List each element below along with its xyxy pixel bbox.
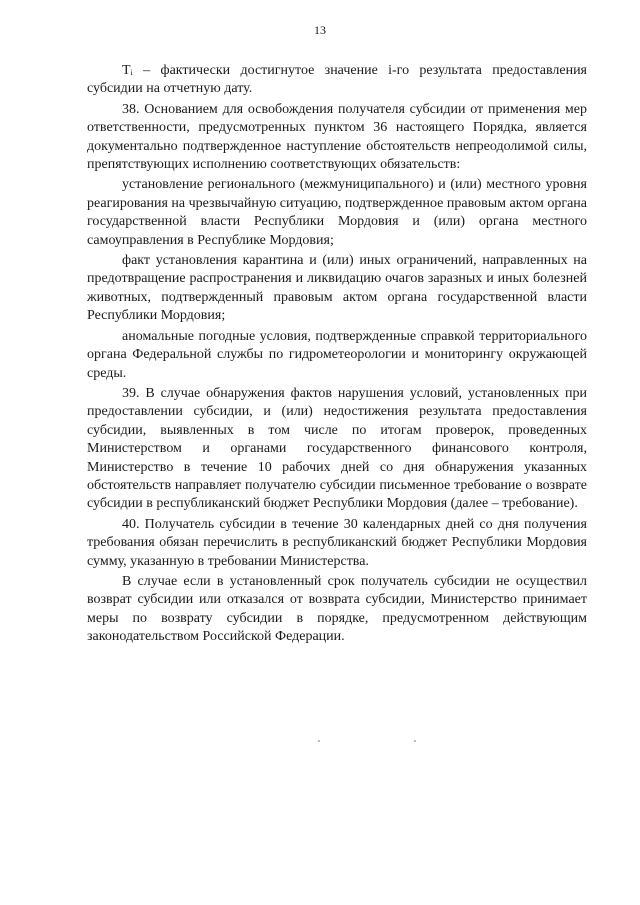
paragraph-40: 40. Получатель субсидии в течение 30 календарных дней со дня получения требования обязан перечислить в республиканский бюджет Республики Мордовия сумму, указанную в требовании Министерства.	[87, 516, 587, 569]
paragraph-39: 39. В случае обнаружения фактов нарушения условий, установленных при предоставлении субсидии, и (или) недостижения результата предоставления субсидии, выявленных в том числе по итогам проверок, проведенных Министерством и органами государственного финансового контроля, Министерство в течение 10 рабочих дней со дня обнаружения указанных обстоятельств направляет получателю субсидии письменное требование о возврате субсидии в республиканский бюджет Республики Мордовия (далее – требование).	[87, 385, 587, 512]
document-body	[87, 62, 587, 649]
page-number: 13	[314, 23, 326, 37]
paragraph-38: 38. Основанием для освобождения получателя субсидии от применения мер ответственности, предусмотренных пунктом 36 настоящего Порядка, является документально подтвержденное наступление обстоятельств непреодолимой силы, препятствующих исполнению соответствующих обязательств:	[87, 101, 587, 173]
paragraph-definition-ti: Tᵢ – фактически достигнутое значение i-го результата предоставления субсидии на отчетную дату.	[87, 63, 587, 97]
paragraph-38-item-weather: аномальные погодные условия, подтвержденные справкой территориального органа Федеральной службы по гидрометеорологии и мониторингу окружающей среды.	[87, 328, 587, 381]
paragraph-38-item-emergency: установление регионального (межмуниципального) и (или) местного уровня реагирования на чрезвычайную ситуацию, подтвержденное правовым актом органа государственной власти Республики Мордовия и (или) органа местного самоуправления в Республике Мордовия;	[87, 177, 587, 248]
paragraph-40-refund: В случае если в установленный срок получатель субсидии не осуществил возврат субсидии или отказался от возврата субсидии, Министерство принимает меры по возврату субсидии в порядке, предусмотренном действующим законодательством Российской Федерации.	[87, 573, 587, 645]
paragraph-38-item-quarantine: факт установления карантина и (или) иных ограничений, направленных на предотвращение распространения и ликвидацию очагов заразных и иных болезней животных, подтвержденный правовым актом органа государственной власти Республики Мордовия;	[87, 253, 587, 324]
scan-dot	[318, 740, 320, 742]
scan-dot	[414, 740, 416, 742]
